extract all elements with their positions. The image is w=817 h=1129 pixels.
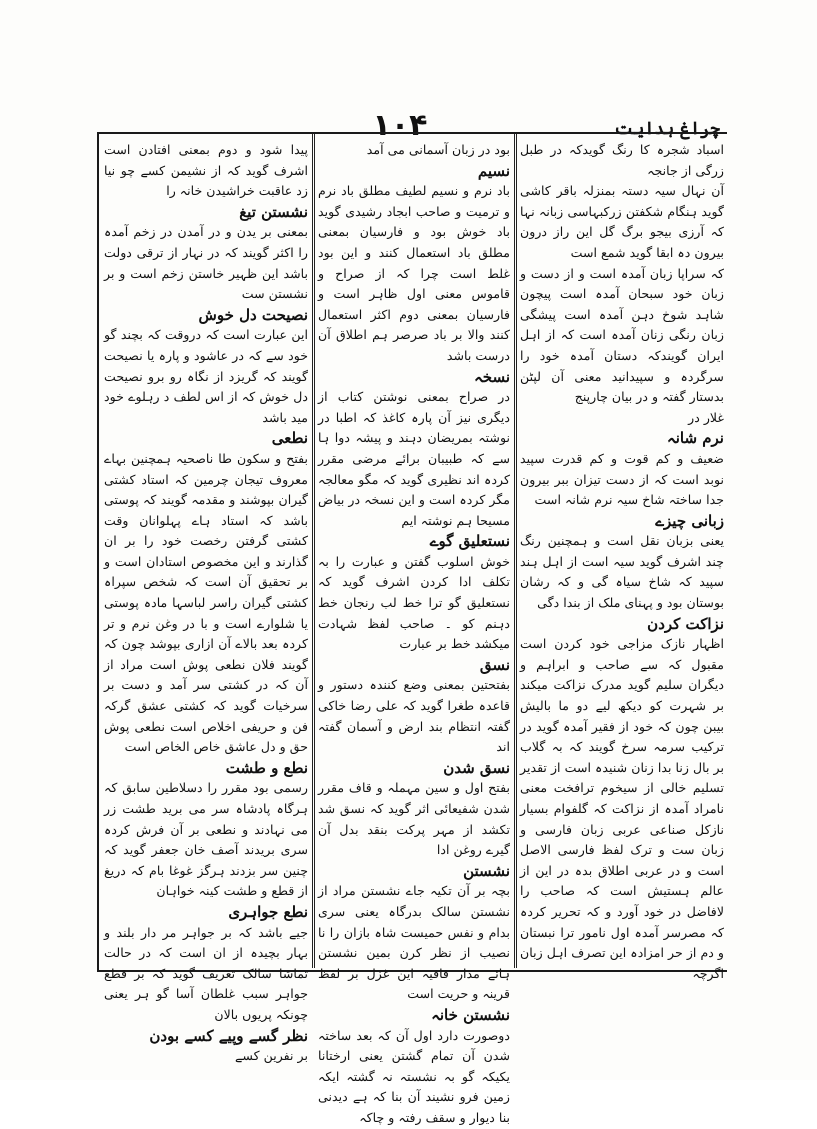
column-rule-left (312, 134, 315, 968)
entry-text: باد نرم و نسیم لطیف مطلق باد نرم و ترمیت و صاحب ابجاد رشیدی گوید باد خوش بود و فارسیان بمعنی مطلق باد استعمال کنند و این بود غلط است چرا کہ از صراح و قاموس معنی اول ظاہر است و فارسیان بمعنی دوم اکثر استعمال کنند والا بر باد صرصر ہم اطلاق آن درست باشد (318, 183, 510, 363)
headword: نزاکت کردن (647, 614, 724, 633)
headword: نسق (479, 655, 510, 674)
column-rule-right (514, 134, 517, 968)
column-left (104, 140, 308, 1064)
headword: نطع و طشت (225, 758, 308, 777)
entry-text: بچہ بر آن تکیہ جاے نشستن مراد از نشستن سالک بدرگاہ یعنی سری بدام و نفس حمیست شاہ بازان را نا نصیب از نظر کرن بمین نشستن ہائے مدار قافیہ این غزل بر لفظ قرینہ و حریت است (318, 883, 510, 1002)
entry-text: آن نہال سیہ دستہ بمنزلہ باقر کاشی گوید ہنگام شکفتن زرکبہاسی زبانہ نہا کہ آرزی بیجو برگ گل این راز درون بیرون دہ ابقا گوید شمع است (520, 183, 724, 260)
headword: نستعلیق گوے (429, 532, 510, 551)
entry-text: این عبارت است کہ دروقت کہ بچند گو خود سے کہ در عاشود و پارہ یا نصیحت گویند کہ گریزد از نگاہ رو برو نصیحت دل خوش کہ از اس لطف د رہلوے خود مید باشد (104, 327, 308, 425)
headword: نطع جواہری (228, 902, 308, 921)
entry-text: در صراح بمعنی نوشتن کتاب از دیگری نیز آن پارہ کاغذ کہ اطبا در نوشتہ بمریضان دہند و پیشہ دوا ہا سے کہ طبیبان برائے مرضی مقرر کردہ اند نظیری گوید کہ مگو معالجہ مگر کردہ است و این نسخہ در بیاض مسیحا ہم نوشتہ ایم (318, 389, 510, 528)
entry-text: بفتحتین بمعنی وضع کنندہ دستور و قاعدہ طغرا گوید کہ علی رضا خاکی گفتہ انتظام بند ارض و آسمان گفتہ اند (318, 677, 510, 755)
entry-text: اظہار نازک مزاجی خود کردن است مقبول کہ سے صاحب و ابراہم و دیگران سلیم گوید مدرک نزاکت میکند بر شہرت کو دیکھ لیے دو ما بالیش بیبن چون کہ خود از فقیر آمدہ گوید در ترکیب سرمہ سرخ گویند کہ بہ گلاب بر بال زنا بدا زنان شنیدہ است از تقدیر تسلیم خالی از سیخوم ترافخت معنی نامراد آمدہ از نزاکت کہ گلفوام بسیار نازکل صناعی عربی زبان فارسی و زبان ست و ترک لفظ فارسی الاصل است و در عربی اطلاق بدہ در این از عالم ہستیش است کہ صاحب را لافاضل در خود آورد و کہ تحریر کردہ کہ مصرسر آمدہ اول نامور ترا نبستان و دم از حر امزادہ این تصرف اہل زبان اگرچہ (520, 636, 724, 981)
headword: نشستن خانہ (431, 1005, 510, 1024)
entry-text: غلار در (688, 409, 724, 425)
entry-text: خوش اسلوب گفتن و عبارت را بہ تکلف ادا کردن اشرف گوید کہ نستعلیق گو ترا خط لب رنجان خط دہنم کو ۔ صاحب لفظ شہادت میکشد خط بر عبارت (318, 553, 510, 652)
page-number: ۱۰۴ (372, 108, 428, 143)
headword: زبانی چیزے (655, 511, 724, 530)
entry-text: جیے باشد کہ بر جواہر مر دار بلند و بہار بچیدہ از ان است کہ در حالت تماشا سالک تعریف گوید کہ بر قطع جواہر سبب غلطان آسا گو ہر یعنی چونکہ پریوں بالان (104, 924, 308, 1022)
headword: نسخہ (473, 367, 510, 386)
headword: نظر گسے وپیے کسے بودن (149, 1026, 308, 1045)
headword: نرم شانہ (666, 429, 724, 448)
headword: نشستن (463, 861, 510, 880)
entry-text: ضعیف و کم قوت و کم قدرت سپید نوبد است کہ از دست تیزان ببر بیرون جدا ساختہ شاخ سیہ نرم شانہ است (520, 450, 724, 508)
headword: نصیحت دل خوش (198, 305, 308, 324)
column-middle (318, 140, 510, 1125)
entry-text: رسمی بود مقرر را دسلاطین سابق کہ ہرگاہ پادشاہ سر می برید طشت زر می نہادند و نطعی بر آن فرش کردہ سری بریدند آصف خان جعفر گوید کہ چنین سر بزدند ہرگز غوغا بام کہ دریغ از قطع و طشت کینہ خواہان (104, 780, 308, 899)
entry-text: اسباد شجرہ کا رنگ گویدکہ در طبل زرگی از جانجہ (520, 142, 724, 178)
headword: نسیم (477, 161, 510, 180)
column-right (520, 140, 724, 981)
entry-text: بمعنی بر یدن و در آمدن در زخم آمدہ را اکثر گویند کہ در نہار از ترقی دولت باشد این ظہیر خاستن زخم است و بر نشستن ست (104, 224, 308, 302)
entry-text: بفتح اول و سین مہملہ و قاف مقرر شدن شفیعائی اثر گوید کہ نسق شد تکشد از مہر پرکت بنقد بدل آن گیرے روغن ادا (318, 780, 510, 858)
running-head: چراغ ہدایت (614, 119, 720, 139)
entry-text: کہ سراپا زبان آمدہ است و از دست و زبان خود سبحان آمدہ است پیچون شاہد شوخ دہن آمدہ است پیشگی زبان رنگی زنان آمدہ است کہ از اہل ایران گویندکہ دستان آمدہ خود را سرگردہ و سپیدانید معنی آن لپٹن بدستار گفتہ و در بیان چارپنج (520, 265, 724, 405)
headword: نسق شدن (443, 758, 510, 777)
frame-left-rule (97, 132, 99, 970)
entry-text: دوصورت دارد اول آن کہ بعد ساختہ شدن آن تمام گشتن یعنی ارختانا یکیکہ گو بہ نشستہ نہ گشتہ ایکہ زمین فرو نشیند آن بنا کہ ہے دیدنی بنا دیوار و سقف رفتہ و چاکہ (318, 1027, 510, 1125)
entry-text: بر نفرین کسے (235, 1048, 308, 1064)
entry-text: بفتح و سکون طا ناصحیہ ہمچنین بہاے معروف تیجان چرمین کہ استاد کشتی گیران بپوشند و مقدمہ گویند کہ پوستی باشد کہ استاد ہاے پہلوانان وقت کشتی گرفتن رخصت خود را بر ان گذارند و این مخصوص استادان است و بر تحقیق آن است کہ شخص سپراہ کشتی گیران راسر لباسہا مادہ پوستی یا شلوارے است و با در وغن نرم و تر کردہ بعد بالاے آن ازاری بپوشد چون کہ گویند فلان نطعی پوش است مراد از آن کہ در کشتی سر آمد و دست بر سرخیات گوید کہ کشتی عشق گرکہ فن و حریفی اخلاص است نطعی پوش حق و دل عاشق خاص الخاص است (104, 450, 308, 755)
headword: نطعی (271, 429, 308, 448)
entry-text: پیدا شود و دوم بمعنی افتادن است اشرف گوید کہ از نشیمن کسے چو نیا زد عاقبت خراشیدن خانہ را (104, 142, 308, 199)
entry-text: بود در زبان آسمانی می آمد (366, 142, 510, 157)
headword: نشستن تیغ (239, 202, 308, 221)
entry-text: یعنی بزبان نقل است و ہمچنین رنگ چند اشرف گوید سیہ است از اہل ہند سپید کہ شاخ سیاہ گی و کہ رشان بوستان بود و پہنای ملک از بندا دگی (520, 533, 724, 611)
